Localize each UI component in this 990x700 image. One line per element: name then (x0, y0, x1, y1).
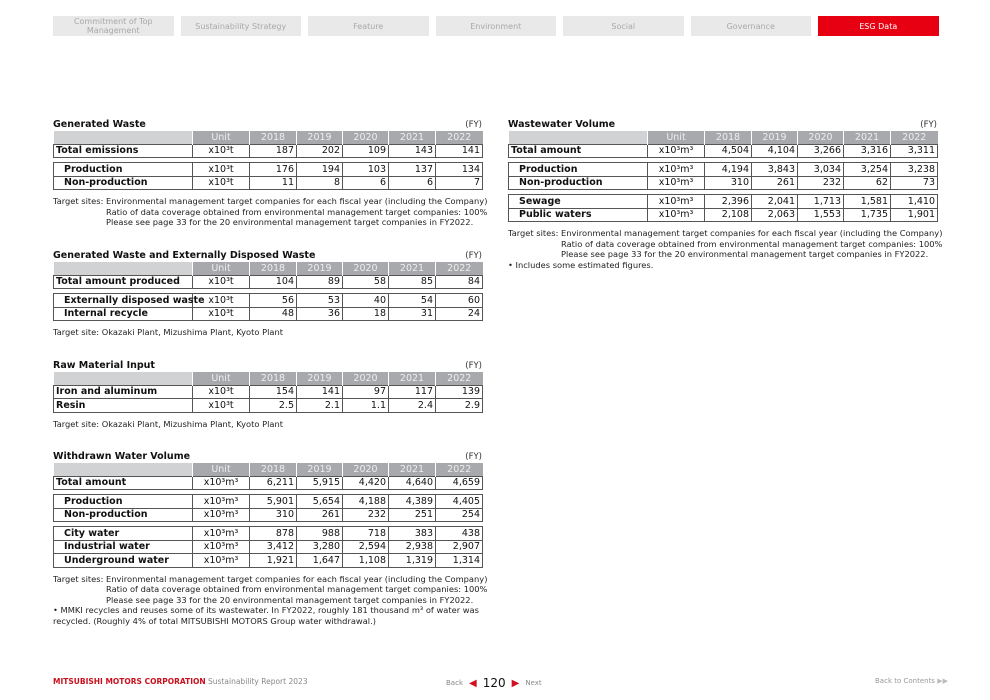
fiscal-year-label: (FY) (465, 452, 482, 462)
value-cell: 117 (389, 385, 436, 399)
column-header: 2018 (250, 372, 297, 385)
value-cell: 1,319 (389, 554, 436, 568)
note-line: Ratio of data coverage obtained from environmental management target companies: 100% (106, 584, 488, 595)
column-header: 2020 (343, 262, 389, 275)
value-cell: 11 (250, 176, 297, 190)
table-row (54, 508, 483, 522)
table-row (509, 163, 938, 177)
value-cell: 97 (343, 385, 389, 399)
row-label: Externally disposed waste (54, 294, 193, 308)
row-label: Total amount (54, 476, 193, 490)
value-cell: 6 (343, 176, 389, 190)
unit-cell: x10³t (193, 294, 250, 308)
value-cell: 5,901 (250, 495, 297, 509)
value-cell: 104 (250, 275, 297, 289)
value-cell: 4,194 (705, 163, 752, 177)
value-cell: 139 (436, 385, 483, 399)
value-cell: 2.4 (389, 399, 436, 413)
value-cell: 1,410 (891, 195, 938, 209)
note-line: Ratio of data coverage obtained from environmental management target companies: 100% (106, 206, 488, 217)
table-header-row (54, 372, 483, 385)
section-notes (53, 327, 482, 338)
row-label: Resin (54, 399, 193, 413)
value-cell: 3,238 (891, 163, 938, 177)
table-row (54, 176, 483, 190)
value-cell: 2,108 (705, 208, 752, 222)
table-row (509, 144, 938, 158)
note-line: Please see page 33 for the 20 environmental management target companies in FY2022. (106, 594, 474, 605)
back-link[interactable]: Back (446, 679, 463, 687)
table-row (54, 275, 483, 289)
value-cell: 73 (891, 176, 938, 190)
value-cell: 2.9 (436, 399, 483, 413)
row-label: Public waters (509, 208, 648, 222)
column-header: 2019 (752, 131, 798, 144)
column-header: 2020 (343, 372, 389, 385)
column-header: 2022 (436, 463, 483, 476)
back-to-contents-label: Back to Contents (875, 677, 935, 685)
column-header: 2019 (297, 262, 343, 275)
section-notes (53, 196, 488, 228)
value-cell: 3,280 (297, 540, 343, 554)
value-cell: 1,553 (798, 208, 844, 222)
unit-cell: x10³t (193, 176, 250, 190)
column-header: 2022 (891, 131, 938, 144)
column-header: 2018 (250, 262, 297, 275)
value-cell: 2.5 (250, 399, 297, 413)
unit-cell: x10³m³ (648, 195, 705, 209)
value-cell: 2,063 (752, 208, 798, 222)
row-label: Total amount produced (54, 275, 193, 289)
section-externally-disposed-waste (53, 250, 482, 338)
column-header: 2021 (389, 131, 436, 144)
unit-cell: x10³t (193, 275, 250, 289)
unit-cell: x10³m³ (193, 476, 250, 490)
tab-governance[interactable]: Governance (691, 16, 812, 36)
unit-cell: x10³m³ (648, 144, 705, 158)
unit-cell: x10³t (193, 399, 250, 413)
column-header (54, 463, 193, 476)
value-cell: 232 (798, 176, 844, 190)
unit-cell: x10³t (193, 163, 250, 177)
value-cell: 5,915 (297, 476, 343, 490)
value-cell: 988 (297, 527, 343, 541)
value-cell: 60 (436, 294, 483, 308)
table-row (54, 294, 483, 308)
column-header (509, 131, 648, 144)
table-row (54, 540, 483, 554)
value-cell: 5,654 (297, 495, 343, 509)
unit-cell: x10³m³ (193, 554, 250, 568)
value-cell: 7 (436, 176, 483, 190)
fiscal-year-label: (FY) (465, 251, 482, 261)
value-cell: 154 (250, 385, 297, 399)
value-cell: 202 (297, 144, 343, 158)
note-line: Target sites: Environmental management target companies for each fiscal year (including the Company) (53, 573, 488, 584)
column-header (54, 262, 193, 275)
note-line: Target sites: Environmental management target companies for each fiscal year (including the Company) (508, 228, 943, 238)
tab-commitment-of-top-management[interactable]: Commitment of Top Management (53, 16, 174, 36)
value-cell: 48 (250, 307, 297, 321)
table-row (54, 399, 483, 413)
value-cell: 718 (343, 527, 389, 541)
value-cell: 3,034 (798, 163, 844, 177)
column-header: 2020 (798, 131, 844, 144)
value-cell: 4,659 (436, 476, 483, 490)
table-row (509, 195, 938, 209)
table-row (54, 163, 483, 177)
note-line: Target sites: Environmental management target companies for each fiscal year (including the Company) (53, 196, 488, 206)
column-header: Unit (193, 131, 250, 144)
row-label: Internal recycle (54, 307, 193, 321)
row-label: Total amount (509, 144, 648, 158)
table-row (54, 527, 483, 541)
value-cell: 3,412 (250, 540, 297, 554)
value-cell: 4,104 (752, 144, 798, 158)
column-header: 2022 (436, 372, 483, 385)
value-cell: 4,188 (343, 495, 389, 509)
table-header-row (54, 463, 483, 476)
row-label: Non-production (509, 176, 648, 190)
value-cell: 310 (250, 508, 297, 522)
unit-cell: x10³t (193, 385, 250, 399)
column-header: 2022 (436, 262, 483, 275)
section-notes (508, 228, 943, 270)
section-title: Generated Waste and Externally Disposed Waste (53, 250, 316, 261)
row-label: Non-production (54, 176, 193, 190)
column-header: 2019 (297, 463, 343, 476)
page-number: 120 (482, 676, 506, 690)
value-cell: 36 (297, 307, 343, 321)
row-label: Iron and aluminum (54, 385, 193, 399)
table-row (54, 307, 483, 321)
fiscal-year-label: (FY) (465, 120, 482, 130)
value-cell: 137 (389, 163, 436, 177)
value-cell: 261 (297, 508, 343, 522)
section-title: Wastewater Volume (508, 119, 616, 130)
column-header: 2021 (389, 372, 436, 385)
value-cell: 143 (389, 144, 436, 158)
unit-cell: x10³m³ (193, 540, 250, 554)
table-row (509, 176, 938, 190)
tab-esg-data[interactable]: ESG Data (818, 16, 939, 36)
table-header-row (54, 131, 483, 144)
value-cell: 2,938 (389, 540, 436, 554)
next-link[interactable]: Next (525, 679, 542, 687)
table-row (54, 554, 483, 568)
data-table (53, 262, 483, 321)
section-title: Generated Waste (53, 119, 146, 130)
note-line: Please see page 33 for the 20 environmental management target companies in FY2022. (561, 249, 929, 260)
column-header: 2020 (343, 463, 389, 476)
value-cell: 383 (389, 527, 436, 541)
value-cell: 134 (436, 163, 483, 177)
value-cell: 4,420 (343, 476, 389, 490)
row-label: Underground water (54, 554, 193, 568)
tab-sustainability-strategy[interactable]: Sustainability Strategy (181, 16, 302, 36)
section-raw-material-input (53, 360, 482, 429)
footer-brand (53, 677, 308, 686)
value-cell: 3,843 (752, 163, 798, 177)
column-header: Unit (648, 131, 705, 144)
table-row (54, 495, 483, 509)
unit-cell: x10³m³ (648, 163, 705, 177)
value-cell: 3,266 (798, 144, 844, 158)
value-cell: 176 (250, 163, 297, 177)
value-cell: 53 (297, 294, 343, 308)
unit-cell: x10³m³ (193, 527, 250, 541)
value-cell: 1,921 (250, 554, 297, 568)
value-cell: 1.1 (343, 399, 389, 413)
value-cell: 4,405 (436, 495, 483, 509)
value-cell: 1,901 (891, 208, 938, 222)
value-cell: 62 (844, 176, 891, 190)
value-cell: 310 (705, 176, 752, 190)
note-line: Ratio of data coverage obtained from environmental management target companies: 100% (561, 238, 943, 249)
fiscal-year-label: (FY) (465, 361, 482, 371)
value-cell: 232 (343, 508, 389, 522)
value-cell: 31 (389, 307, 436, 321)
column-header: 2018 (705, 131, 752, 144)
value-cell: 56 (250, 294, 297, 308)
row-label: Production (54, 495, 193, 509)
row-label: Production (509, 163, 648, 177)
unit-cell: x10³m³ (193, 495, 250, 509)
report-name: Sustainability Report 2023 (205, 677, 308, 686)
table-row (509, 208, 938, 222)
column-header: 2021 (844, 131, 891, 144)
table-row (54, 385, 483, 399)
column-header: 2022 (436, 131, 483, 144)
section-title: Raw Material Input (53, 360, 155, 371)
row-label: City water (54, 527, 193, 541)
column-header: 2018 (250, 131, 297, 144)
value-cell: 8 (297, 176, 343, 190)
unit-cell: x10³t (193, 307, 250, 321)
unit-cell: x10³m³ (193, 508, 250, 522)
value-cell: 109 (343, 144, 389, 158)
column-header: 2019 (297, 131, 343, 144)
tab-feature[interactable]: Feature (308, 16, 429, 36)
section-notes (53, 419, 482, 430)
column-header: Unit (193, 262, 250, 275)
value-cell: 103 (343, 163, 389, 177)
unit-cell: x10³m³ (648, 208, 705, 222)
note-line: Please see page 33 for the 20 environmental management target companies in FY2022. (106, 217, 474, 228)
back-arrow-icon[interactable]: ◀ (469, 677, 477, 689)
value-cell: 3,254 (844, 163, 891, 177)
column-header: Unit (193, 463, 250, 476)
value-cell: 58 (343, 275, 389, 289)
row-label: Production (54, 163, 193, 177)
tab-environment[interactable]: Environment (436, 16, 557, 36)
section-header (53, 451, 482, 462)
company-name: MITSUBISHI MOTORS CORPORATION (53, 677, 206, 686)
table-header-row (54, 262, 483, 275)
value-cell: 3,311 (891, 144, 938, 158)
value-cell: 261 (752, 176, 798, 190)
value-cell: 84 (436, 275, 483, 289)
value-cell: 6 (389, 176, 436, 190)
row-label: Industrial water (54, 540, 193, 554)
data-table (508, 131, 938, 222)
row-label: Total emissions (54, 144, 193, 158)
value-cell: 2,594 (343, 540, 389, 554)
value-cell: 4,389 (389, 495, 436, 509)
value-cell: 187 (250, 144, 297, 158)
column-header: 2019 (297, 372, 343, 385)
note-line: • MMKI recycles and reuses some of its wastewater. In FY2022, roughly 181 thousand m³ of water was (53, 605, 479, 616)
table-row (54, 476, 483, 490)
column-header (54, 131, 193, 144)
row-label: Non-production (54, 508, 193, 522)
value-cell: 1,108 (343, 554, 389, 568)
value-cell: 89 (297, 275, 343, 289)
section-header (53, 250, 482, 261)
value-cell: 2,907 (436, 540, 483, 554)
data-table (53, 463, 483, 568)
value-cell: 1,713 (798, 195, 844, 209)
double-arrow-icon: ▶▶ (937, 677, 948, 685)
next-arrow-icon[interactable]: ▶ (511, 677, 520, 689)
value-cell: 4,504 (705, 144, 752, 158)
table-row (54, 144, 483, 158)
top-navigation (53, 16, 939, 36)
value-cell: 3,316 (844, 144, 891, 158)
back-to-contents-link[interactable] (875, 677, 948, 685)
value-cell: 2.1 (297, 399, 343, 413)
unit-cell: x10³m³ (648, 176, 705, 190)
section-header (508, 119, 937, 130)
value-cell: 194 (297, 163, 343, 177)
value-cell: 438 (436, 527, 483, 541)
value-cell: 24 (436, 307, 483, 321)
value-cell: 1,735 (844, 208, 891, 222)
value-cell: 85 (389, 275, 436, 289)
column-header: Unit (193, 372, 250, 385)
value-cell: 141 (436, 144, 483, 158)
column-header: 2018 (250, 463, 297, 476)
note-line: • Includes some estimated figures. (508, 259, 654, 270)
value-cell: 2,041 (752, 195, 798, 209)
section-generated-waste (53, 119, 488, 228)
column-header: 2020 (343, 131, 389, 144)
value-cell: 18 (343, 307, 389, 321)
note-line: Target site: Okazaki Plant, Mizushima Plant, Kyoto Plant (53, 327, 284, 337)
pager (446, 676, 542, 690)
value-cell: 251 (389, 508, 436, 522)
value-cell: 141 (297, 385, 343, 399)
value-cell: 254 (436, 508, 483, 522)
value-cell: 1,581 (844, 195, 891, 209)
note-line: recycled. (Roughly 4% of total MITSUBISHI MOTORS Group water withdrawal.) (53, 615, 376, 626)
section-header (53, 360, 482, 371)
column-header (54, 372, 193, 385)
value-cell: 4,640 (389, 476, 436, 490)
column-header: 2021 (389, 463, 436, 476)
value-cell: 54 (389, 294, 436, 308)
table-header-row (509, 131, 938, 144)
note-line: Target site: Okazaki Plant, Mizushima Plant, Kyoto Plant (53, 418, 284, 429)
section-withdrawn-water-volume (53, 451, 488, 626)
section-header (53, 119, 482, 130)
row-label: Sewage (509, 195, 648, 209)
value-cell: 40 (343, 294, 389, 308)
fiscal-year-label: (FY) (920, 120, 937, 130)
data-table (53, 372, 483, 413)
section-notes (53, 573, 488, 627)
value-cell: 1,647 (297, 554, 343, 568)
tab-social[interactable]: Social (563, 16, 684, 36)
data-table (53, 131, 483, 190)
value-cell: 6,211 (250, 476, 297, 490)
section-wastewater-volume (508, 119, 943, 270)
value-cell: 878 (250, 527, 297, 541)
value-cell: 1,314 (436, 554, 483, 568)
unit-cell: x10³t (193, 144, 250, 158)
column-header: 2021 (389, 262, 436, 275)
value-cell: 2,396 (705, 195, 752, 209)
section-title: Withdrawn Water Volume (53, 451, 191, 462)
